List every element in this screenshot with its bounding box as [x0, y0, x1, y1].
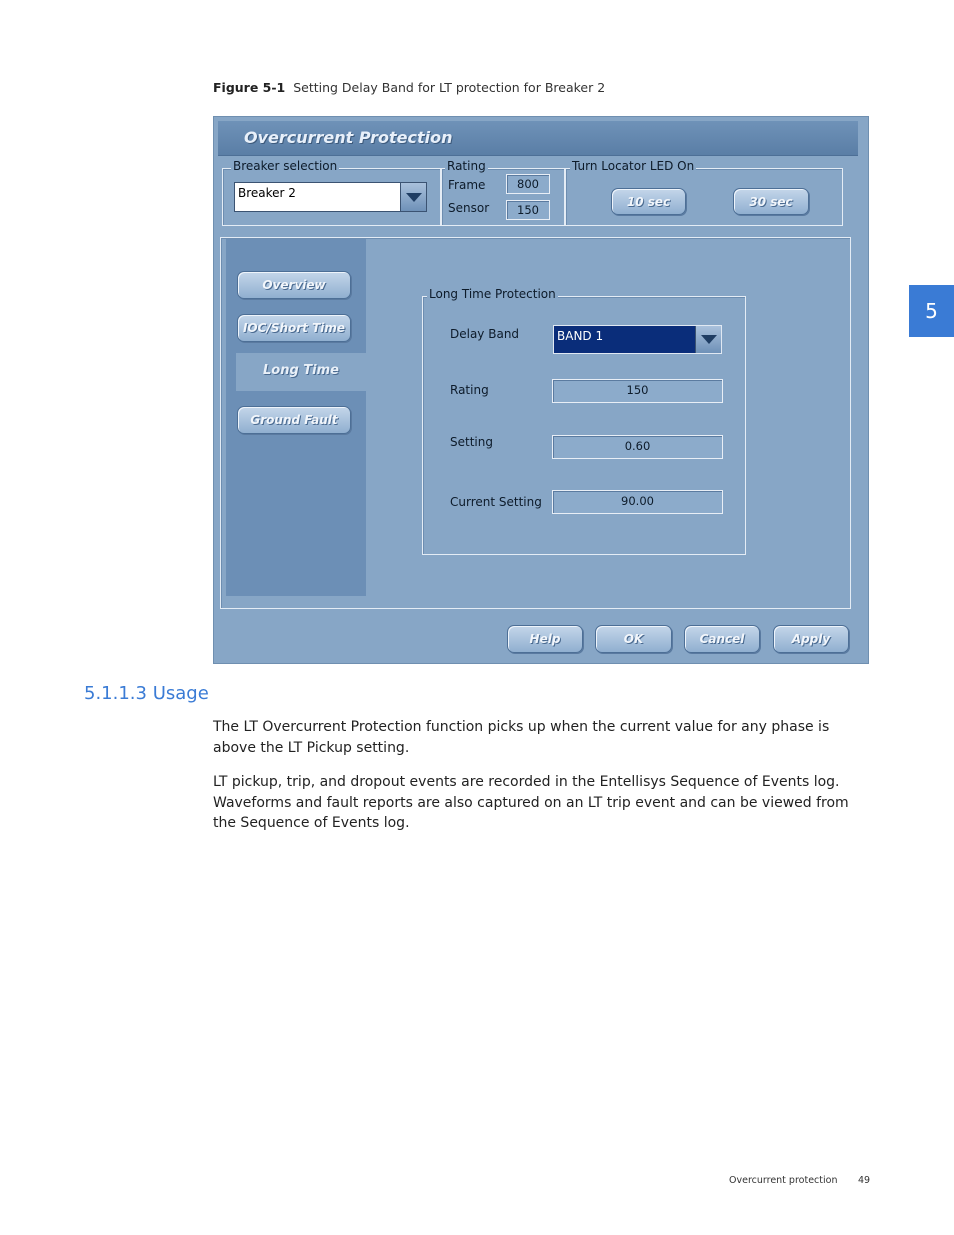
delay-band-value: BAND 1 [557, 329, 604, 343]
tab-ioc-short-time[interactable]: IOC/Short Time [237, 314, 351, 342]
cancel-button[interactable]: Cancel [684, 625, 760, 653]
sensor-value: 150 [506, 200, 550, 220]
sensor-label: Sensor [448, 201, 490, 215]
locator-10sec-button[interactable]: 10 sec [611, 188, 686, 215]
current-setting-field: 90.00 [552, 490, 723, 514]
footer-page-number: 49 [858, 1175, 871, 1186]
chapter-tab: 5 [909, 285, 954, 337]
locator-30sec-button[interactable]: 30 sec [733, 188, 809, 215]
apply-button[interactable]: Apply [773, 625, 849, 653]
figure-caption [213, 80, 605, 95]
tab-long-time[interactable]: Long Time [263, 363, 339, 378]
frame-label: Frame [448, 178, 486, 192]
section-heading: 5.1.1.3 Usage [84, 683, 209, 704]
window-title-bar [218, 121, 858, 156]
breaker-select[interactable] [234, 182, 427, 212]
window-title: Overcurrent Protection [244, 128, 453, 147]
paragraph-2: LT pickup, trip, and dropout events are recorded in the Entellisys Sequence of Events log. Waveforms and fault reports are also captured on an LT trip event and can be viewed from the Sequence of Events log. [213, 774, 849, 831]
figure-label: Figure 5-1 [213, 80, 286, 95]
setting-label: Setting [450, 435, 493, 449]
overcurrent-protection-window [213, 116, 869, 664]
paragraph-1: The LT Overcurrent Protection function picks up when the current value for any phase is above the LT Pickup setting. [213, 719, 830, 756]
rating-field: 150 [552, 379, 723, 403]
frame-value: 800 [506, 174, 550, 194]
current-setting-label: Current Setting [450, 495, 542, 509]
chevron-down-icon[interactable] [400, 183, 426, 211]
delay-band-label: Delay Band [450, 327, 520, 341]
tab-overview[interactable]: Overview [237, 271, 351, 299]
ok-button[interactable]: OK [595, 625, 672, 653]
setting-field: 0.60 [552, 435, 723, 459]
chevron-down-icon[interactable] [695, 326, 721, 353]
tab-ground-fault[interactable]: Ground Fault [237, 406, 351, 434]
locator-led-label: Turn Locator LED On [572, 159, 695, 173]
rating-group-label: Rating [447, 159, 486, 173]
rating-label: Rating [450, 383, 489, 397]
help-button[interactable]: Help [507, 625, 583, 653]
delay-band-select[interactable] [553, 325, 722, 354]
breaker-selection-label: Breaker selection [233, 159, 338, 173]
breaker-select-value: Breaker 2 [238, 186, 296, 200]
long-time-protection-label: Long Time Protection [429, 287, 556, 301]
footer-section: Overcurrent protection [729, 1175, 838, 1186]
figure-title: Setting Delay Band for LT protection for Breaker 2 [293, 80, 606, 95]
